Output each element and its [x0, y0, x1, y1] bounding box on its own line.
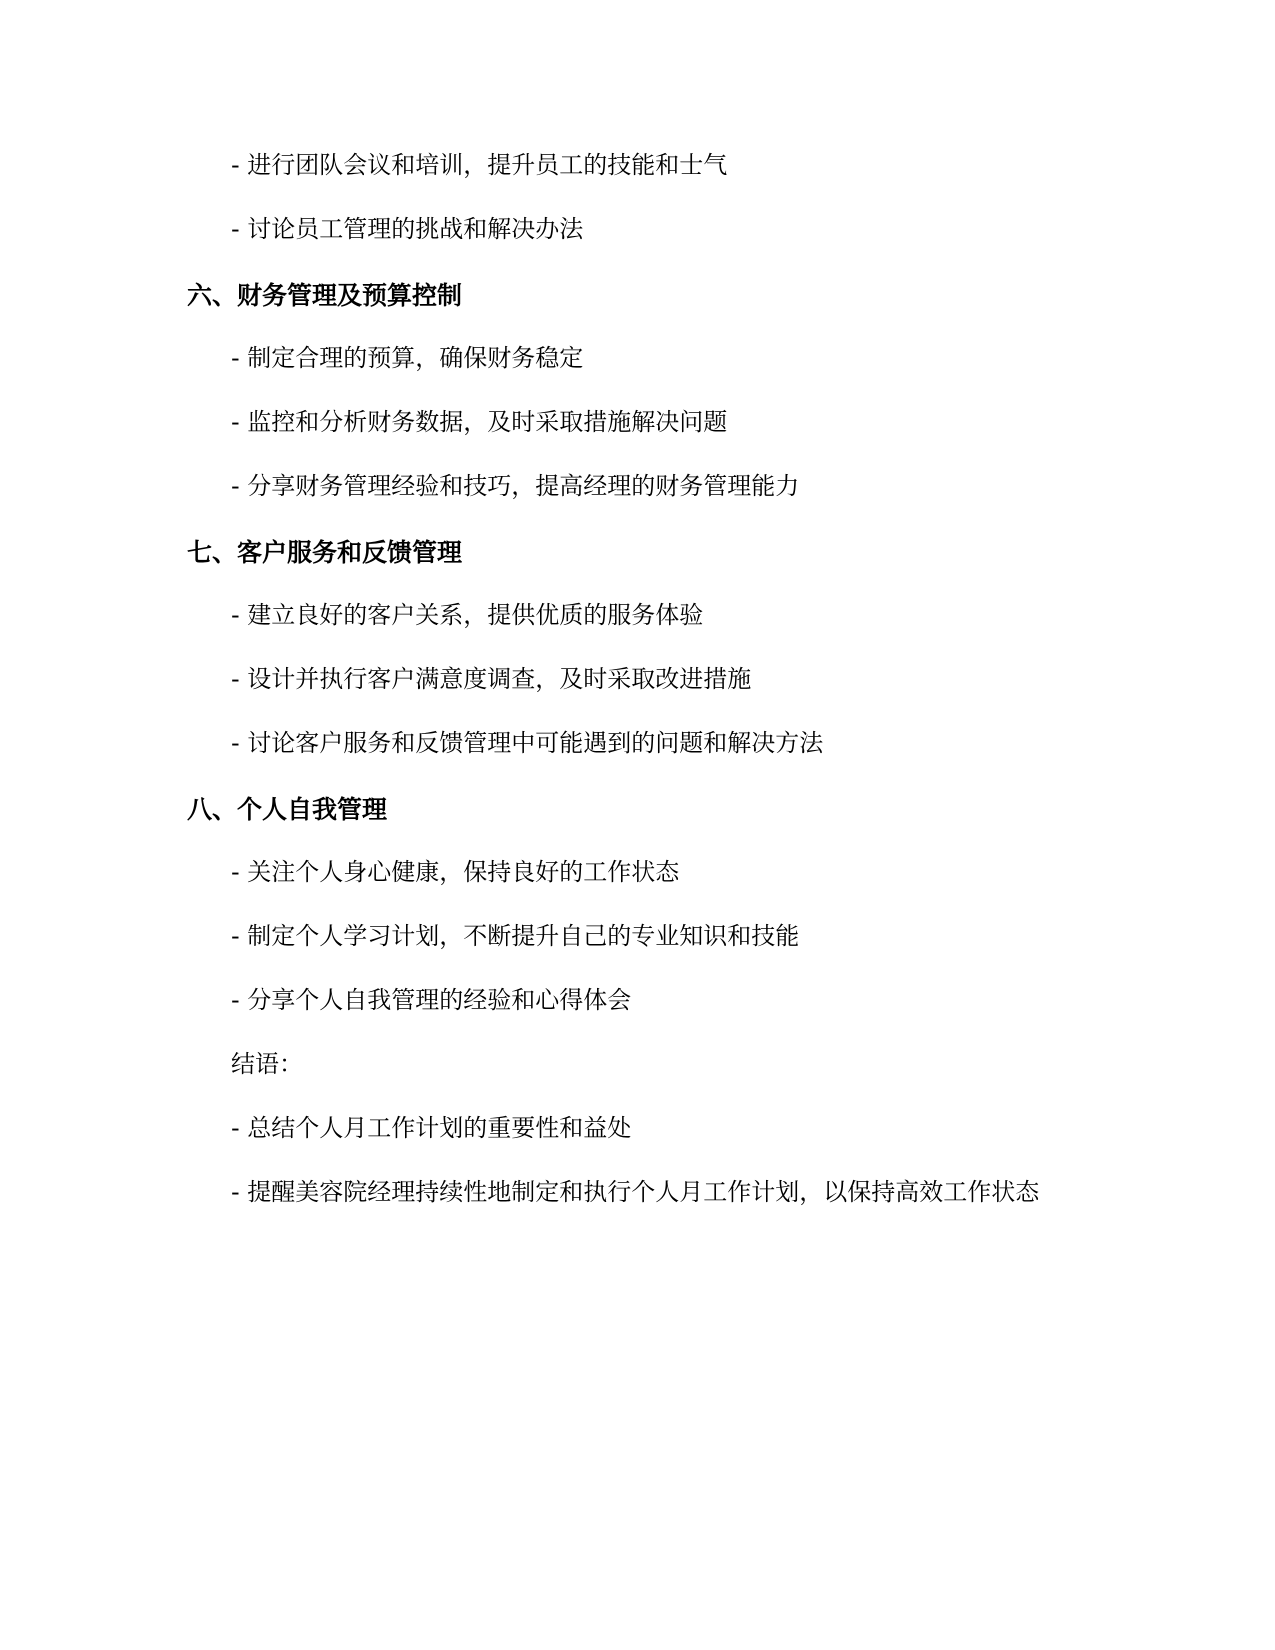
list-item: - 提醒美容院经理持续性地制定和执行个人月工作计划，以保持高效工作状态: [231, 1178, 1040, 1206]
list-item: - 讨论客户服务和反馈管理中可能遇到的问题和解决方法: [231, 729, 824, 757]
list-item: - 分享个人自我管理的经验和心得体会: [231, 986, 632, 1014]
list-item: - 建立良好的客户关系，提供优质的服务体验: [231, 601, 704, 629]
section-heading: 六、财务管理及预算控制: [187, 281, 463, 310]
list-item: - 关注个人身心健康，保持良好的工作状态: [231, 858, 680, 886]
list-item: - 讨论员工管理的挑战和解决办法: [231, 215, 584, 243]
list-item: - 总结个人月工作计划的重要性和益处: [231, 1114, 632, 1142]
list-item: - 制定个人学习计划，不断提升自己的专业知识和技能: [231, 922, 800, 950]
section-heading: 七、客户服务和反馈管理: [187, 538, 463, 567]
list-item: - 分享财务管理经验和技巧，提高经理的财务管理能力: [231, 472, 800, 500]
list-item: - 制定合理的预算，确保财务稳定: [231, 344, 584, 372]
list-item: - 进行团队会议和培训，提升员工的技能和士气: [231, 151, 728, 179]
list-item: - 监控和分析财务数据，及时采取措施解决问题: [231, 408, 728, 436]
conclusion-label: 结语：: [231, 1050, 303, 1078]
list-item: - 设计并执行客户满意度调查，及时采取改进措施: [231, 665, 752, 693]
section-heading: 八、个人自我管理: [187, 795, 388, 824]
